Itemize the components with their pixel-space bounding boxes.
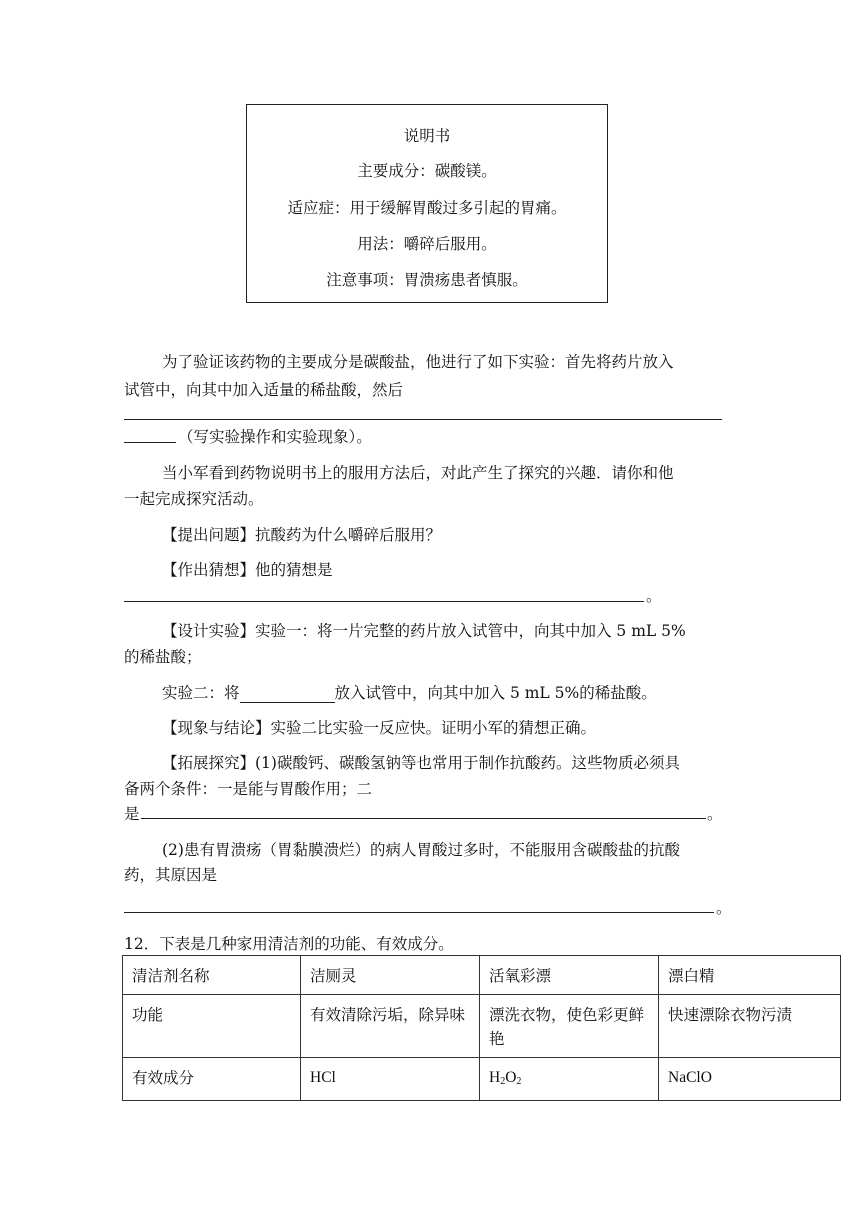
box-caution: 注意事项：胃溃疡患者慎服。 xyxy=(326,271,528,289)
q2-line1: (2)患有胃溃疡（胃黏膜溃烂）的病人胃酸过多时，不能服用含碳酸盐的抗酸 xyxy=(162,841,680,859)
extend-end: 。 xyxy=(707,805,723,823)
experiment2-before: 实验二：将 xyxy=(162,684,240,702)
cleaner-table xyxy=(122,955,841,1101)
q2-line2: 药，其原因是 xyxy=(124,866,218,884)
table-cell: 清洁剂名称 xyxy=(123,956,301,995)
para1-line3: （写实验操作和实验现象）。 xyxy=(178,428,372,446)
box-indication: 适应症：用于缓解胃酸过多引起的胃痛。 xyxy=(287,199,567,217)
guess-line: 【作出猜想】他的猜想是 xyxy=(162,561,333,579)
table-row xyxy=(123,1058,841,1101)
table-row xyxy=(123,956,841,995)
q12-title: 12．下表是几种家用清洁剂的功能、有效成分。 xyxy=(124,935,454,953)
extend-line1: 【拓展探究】(1)碳酸钙、碳酸氢钠等也常用于制作抗酸药。这些物质必须具 xyxy=(162,754,680,772)
answer-line-2 xyxy=(124,442,176,443)
box-ingredient: 主要成分：碳酸镁。 xyxy=(357,162,497,180)
table-cell: 功能 xyxy=(123,995,301,1058)
formula-o: O xyxy=(505,1069,517,1086)
table-cell: 漂洗衣物，使色彩更鲜艳 xyxy=(480,995,659,1058)
para2-line1: 当小军看到药物说明书上的服用方法后，对此产生了探究的兴趣．请你和他 xyxy=(162,464,674,482)
table-cell: 洁厕灵 xyxy=(301,956,480,995)
table-cell: 有效清除污垢，除异味 xyxy=(301,995,480,1058)
guess-end: 。 xyxy=(646,587,662,605)
design-line1: 【设计实验】实验一：将一片完整的药片放入试管中，向其中加入 5 mL 5% xyxy=(162,622,686,640)
box-usage: 用法：嚼碎后服用。 xyxy=(357,235,497,253)
extend-line3: 是 xyxy=(124,805,140,823)
experiment2-line xyxy=(162,681,657,703)
instruction-box xyxy=(246,104,608,303)
q2-answer-line xyxy=(124,912,714,913)
formula-sub: 2 xyxy=(516,1076,522,1087)
table-cell: 快速漂除衣物污渍 xyxy=(659,995,841,1058)
conclusion-line: 【现象与结论】实验二比实验一反应快。证明小军的猜想正确。 xyxy=(162,719,597,737)
table-cell: 活氧彩漂 xyxy=(480,956,659,995)
formula-sub: 2 xyxy=(500,1076,506,1087)
experiment2-blank xyxy=(240,684,335,703)
table-cell-hcl: HCl xyxy=(301,1058,480,1101)
q2-end: 。 xyxy=(716,899,732,917)
para1-line2: 试管中，向其中加入适量的稀盐酸，然后 xyxy=(124,381,404,399)
design-line2: 的稀盐酸； xyxy=(124,648,202,666)
table-cell-naclo: NaClO xyxy=(659,1058,841,1101)
answer-line-1 xyxy=(124,419,722,420)
table-cell: 漂白精 xyxy=(659,956,841,995)
extend-line2: 备两个条件：一是能与胃酸作用；二 xyxy=(124,780,373,798)
table-cell-h2o2 xyxy=(480,1058,659,1101)
para1-line1: 为了验证该药物的主要成分是碳酸盐，他进行了如下实验：首先将药片放入 xyxy=(162,353,674,371)
box-title: 说明书 xyxy=(403,127,451,145)
para2-line2: 一起完成探究活动。 xyxy=(124,490,264,508)
table-row xyxy=(123,995,841,1058)
guess-answer-line xyxy=(124,601,644,602)
extend-answer-line xyxy=(141,818,706,819)
table-cell: 有效成分 xyxy=(123,1058,301,1101)
experiment2-after: 放入试管中，向其中加入 5 mL 5%的稀盐酸。 xyxy=(334,684,657,702)
formula-h: H xyxy=(489,1069,501,1086)
raise-question: 【提出问题】抗酸药为什么嚼碎后服用？ xyxy=(162,526,442,544)
